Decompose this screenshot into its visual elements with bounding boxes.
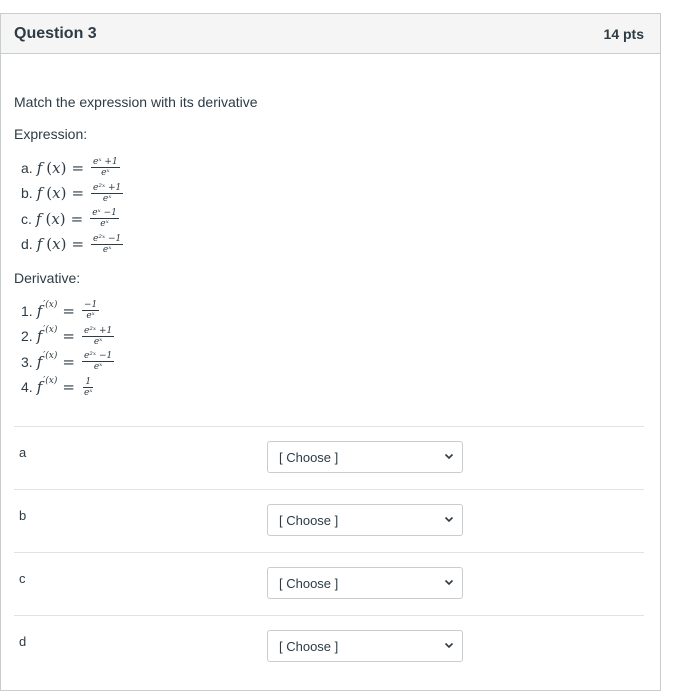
derivative-list [21,298,114,400]
function-name: f [36,184,43,203]
expression-item [21,232,123,258]
denominator: eˣ [93,336,103,347]
chevron-down-icon [443,576,455,588]
answer-select-c[interactable] [267,567,463,599]
denominator: eˣ [102,244,112,255]
derivative-item [21,375,114,401]
answer-list [14,426,644,678]
function-name: f [36,158,43,177]
derivative-item [21,324,114,350]
answer-select-d[interactable] [267,630,463,662]
derivative-item [21,298,114,324]
open-paren: ( [46,158,53,177]
question-header [1,14,660,54]
fraction [91,157,120,178]
function-name: f [35,209,42,228]
derivative-item [21,349,114,375]
answer-label: c [19,571,26,586]
numerator: e²ˣ +1 [83,325,113,336]
answer-row [14,615,644,678]
select-value: [ Choose ] [279,638,339,654]
denominator: eˣ [101,168,110,179]
function-name: f [36,235,43,254]
denominator: eˣ [86,311,95,322]
expression-item [21,155,123,181]
variable: x [52,235,61,254]
fraction [82,351,114,372]
denominator: eˣ [93,362,103,373]
expression-heading: Expression: [14,126,88,142]
numerator: −1 [83,300,98,311]
function-name: f [36,327,43,346]
equals-sign: = [62,378,75,397]
expression-label: a. [21,159,33,176]
close-paren: ) [60,184,67,203]
derivative-label: 3. [21,353,33,370]
derivative-label: 2. [21,328,33,345]
function-name: f [36,378,43,397]
expression-list [21,155,123,257]
open-paren: ( [46,235,53,254]
numerator: 1 [85,376,92,387]
expression-label: c. [21,210,32,227]
expression-label: b. [21,185,33,202]
equals-sign: = [62,301,75,320]
close-paren: ) [59,209,66,228]
prime-argument: ′(x) [43,350,58,361]
variable: x [52,184,61,203]
answer-label: d [19,634,27,649]
fraction [90,208,119,229]
expression-label: d. [21,236,33,253]
numerator: eˣ −1 [92,208,117,219]
fraction [91,183,123,204]
question-card [0,13,661,691]
question-points: 14 pts [603,25,644,42]
answer-label: b [19,508,27,523]
open-paren: ( [46,184,53,203]
numerator: eˣ +1 [93,157,118,168]
close-paren: ) [60,235,67,254]
variable: x [52,158,61,177]
numerator: e²ˣ −1 [83,351,113,362]
fraction [82,326,114,347]
question-prompt: Match the expression with its derivative [14,94,258,110]
fraction [82,377,95,398]
answer-row [14,489,644,552]
equals-sign: = [70,209,84,228]
derivative-label: 4. [21,379,33,396]
equals-sign: = [62,327,75,346]
answer-select-a[interactable] [267,441,463,473]
equals-sign: = [71,184,85,203]
chevron-down-icon [443,513,455,525]
numerator: e²ˣ −1 [93,233,122,244]
equals-sign: = [71,158,85,177]
derivative-label: 1. [21,302,33,319]
equals-sign: = [71,235,85,254]
denominator: eˣ [102,193,112,204]
numerator: e²ˣ +1 [93,182,122,193]
function-name: f [36,352,43,371]
select-value: [ Choose ] [279,575,339,591]
expression-item [21,206,123,232]
prime-argument: ′(x) [43,299,58,310]
equals-sign: = [62,352,75,371]
answer-row [14,426,644,489]
chevron-down-icon [443,450,455,462]
fraction [91,234,123,255]
variable: x [51,209,60,228]
prime-argument: ′(x) [43,376,58,387]
answer-select-b[interactable] [267,504,463,536]
answer-row [14,552,644,615]
function-name: f [36,301,43,320]
open-paren: ( [45,209,52,228]
select-value: [ Choose ] [279,449,339,465]
chevron-down-icon [443,639,455,651]
fraction [82,300,99,321]
question-title: Question 3 [14,24,97,42]
close-paren: ) [60,158,67,177]
select-value: [ Choose ] [279,512,339,528]
denominator: eˣ [83,387,93,398]
denominator: eˣ [100,219,109,230]
answer-label: a [19,445,27,460]
expression-item [21,181,123,207]
derivative-heading: Derivative: [14,270,81,286]
prime-argument: ′(x) [43,325,58,336]
